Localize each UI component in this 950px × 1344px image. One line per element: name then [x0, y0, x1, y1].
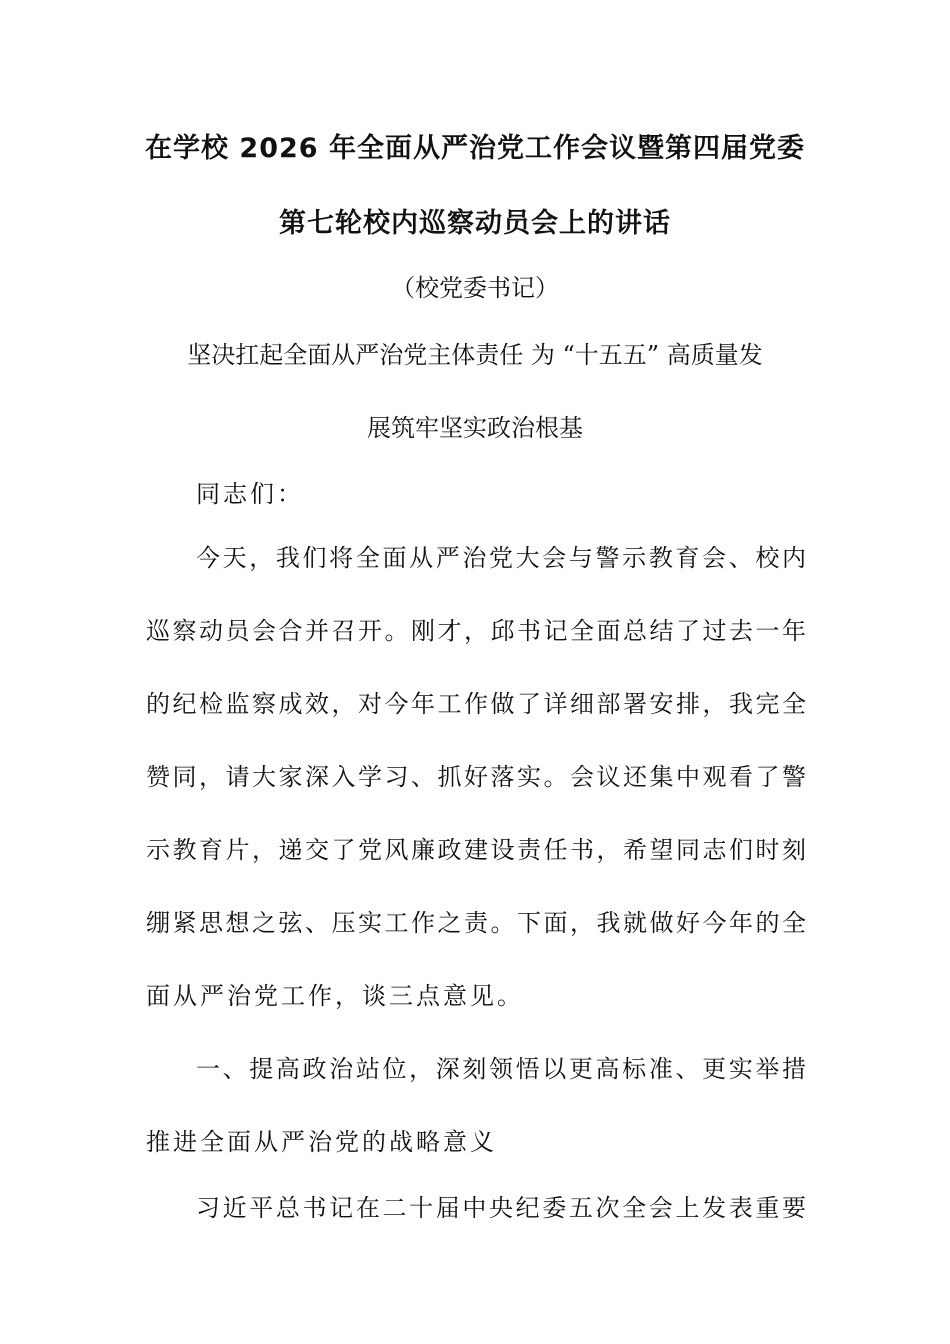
subtitle-line-1: 坚决扛起全面从严治党主体责任 为 “十五五” 高质量发 — [187, 341, 763, 369]
document-title-line-1: 在学校 2026 年全面从严治党工作会议暨第四届党委 — [145, 133, 805, 164]
paragraph2-line: 习近平总书记在二十届中央纪委五次全会上发表重要 — [196, 1194, 806, 1222]
section-heading-line: 一、提高政治站位，深刻领悟以更高标准、更实举措 — [196, 1055, 806, 1083]
salutation: 同志们： — [196, 480, 304, 508]
subtitle-line-2: 展筑牢坚实政治根基 — [367, 414, 583, 442]
section-heading-line: 推进全面从严治党的战略意义 — [146, 1128, 497, 1156]
paragraph1-line: 绷紧思想之弦、压实工作之责。下面，我就做好今年的全 — [146, 909, 806, 937]
paragraph1-line: 的纪检监察成效，对今年工作做了详细部署安排，我完全 — [146, 690, 806, 718]
speaker-line: （校党委书记） — [391, 274, 559, 302]
document-title-line-2: 第七轮校内巡察动员会上的讲话 — [279, 208, 671, 239]
paragraph1-line: 赞同，请大家深入学习、抓好落实。会议还集中观看了警 — [146, 763, 806, 791]
paragraph1-line: 巡察动员会合并召开。刚才，邱书记全面总结了过去一年 — [146, 617, 806, 645]
paragraph1-line: 示教育片，递交了党风廉政建设责任书，希望同志们时刻 — [146, 836, 806, 864]
paragraph1-line: 面从严治党工作，谈三点意见。 — [146, 982, 524, 1010]
paragraph1-line: 今天，我们将全面从严治党大会与警示教育会、校内 — [196, 544, 806, 572]
